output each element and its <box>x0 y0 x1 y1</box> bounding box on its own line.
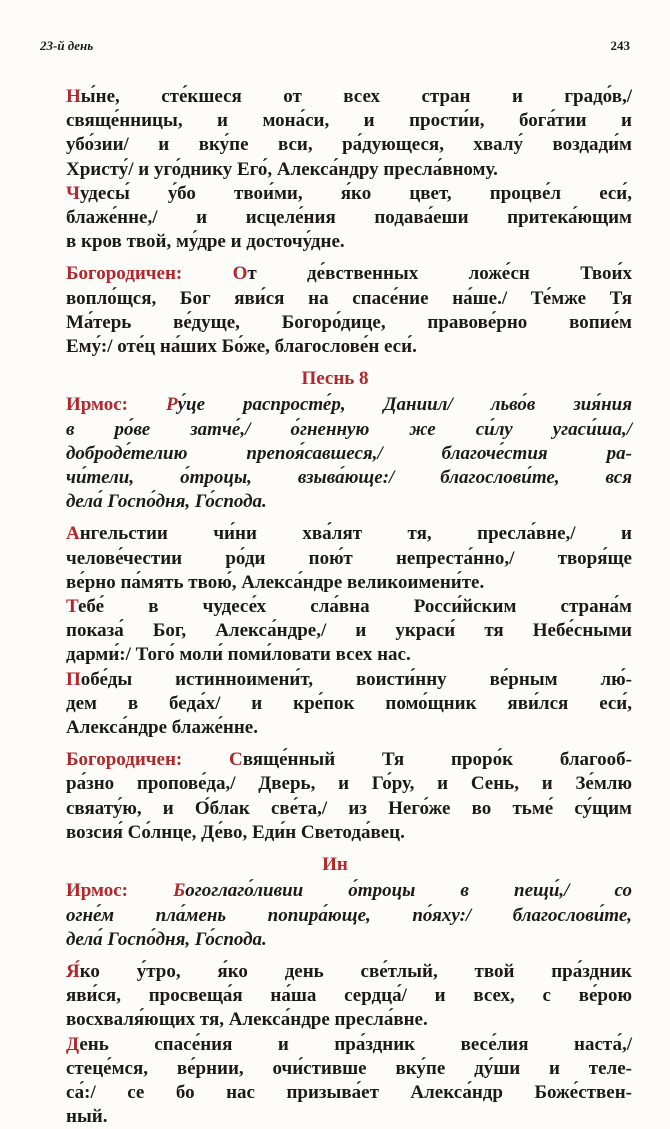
line-text: восхваля́ющих тя, Алекса́ндре пресла́вне. <box>66 1009 428 1031</box>
line-text: ве́рно па́мять твою́, Алекса́ндре великоимени́те. <box>66 571 485 593</box>
text-line <box>38 393 632 417</box>
text-line <box>38 1057 632 1081</box>
line-text: огоглаго́ливии о́троцы в пещи́,/ со <box>185 880 632 902</box>
page-number: 243 <box>610 38 630 53</box>
text-line <box>38 522 632 546</box>
red-initial: Р <box>165 394 178 416</box>
text-line <box>38 1081 632 1105</box>
text-line <box>38 230 632 254</box>
text-line <box>38 595 632 619</box>
line-text: са́:/ се бо нас призыва́ет Алекса́ндр Боже́ствен- <box>66 1081 632 1103</box>
line-text: дарми́:/ Того́ моли́ поми́ловати всех нас. <box>66 644 411 666</box>
line-text: Ма́терь ве́дуще, Богоро́дице, правове́рно вопие́м <box>66 311 632 333</box>
text-line <box>38 1033 632 1057</box>
text-line <box>38 311 632 335</box>
text-line <box>38 928 632 952</box>
theotokion-label: Богородичен: <box>66 263 183 285</box>
troparion-block <box>38 960 632 1033</box>
red-initial: Т <box>66 596 78 618</box>
theotokion-block <box>38 748 632 845</box>
line-text: челове́честии ро́ди пою́т непреста́нно,/ творя́ще <box>66 547 632 569</box>
text-line <box>38 85 632 109</box>
line-text: показа́ Бог, Алекса́ндре,/ и украси́ тя Небе́сными <box>66 620 632 642</box>
red-initial: С <box>229 749 243 771</box>
text-line <box>38 643 632 667</box>
troparion-block <box>38 182 632 255</box>
text-line <box>38 821 632 845</box>
text-line <box>38 442 632 466</box>
section-heading: Песнь 8 <box>301 368 369 390</box>
line-text: яви́ся, просвеща́я на́ша сердца́/ и всех, с ве́рою <box>66 985 632 1007</box>
line-text: дем в беда́х/ и кре́пок помо́щник яви́лся еси́, <box>66 692 632 714</box>
text-line <box>38 797 632 821</box>
line-text: ебе́ в чудесе́х сла́вна Росси́йским страна́м <box>77 596 632 618</box>
text-line <box>38 692 632 716</box>
red-initial: Б <box>173 880 186 902</box>
line-text: нгельстии чи́ни хва́лят тя, пресла́вне,/ и <box>79 523 632 545</box>
line-text: чи́тели, о́троцы, взыва́юще:/ благослови́те, вся <box>66 467 632 489</box>
line-text: Алекса́ндре блаже́нне. <box>66 717 258 739</box>
line-text: свяату́ю, и О́блак све́та,/ из Него́же во тьме́ су́щим <box>66 797 632 819</box>
line-text: возсия́ Со́лнце, Де́во, Еди́н Светода́вец. <box>66 821 405 843</box>
irmos-label: Ирмос: <box>66 394 129 416</box>
line-text: в кров твой, му́дре и досточу́дне. <box>66 231 345 253</box>
text-line <box>38 133 632 157</box>
text-line <box>38 772 632 796</box>
section-heading: Ин <box>322 854 348 876</box>
troparion-block <box>38 1033 632 1129</box>
text-line <box>38 287 632 311</box>
red-initial: Н <box>66 86 81 107</box>
irmos-label: Ирмос: <box>66 880 129 902</box>
text-line <box>38 158 632 182</box>
line-text: вяще́нный Тя проро́к благооб- <box>242 749 632 771</box>
text-line <box>38 335 632 359</box>
line-text: свяще́нницы, и мона́си, и прости́и, бога́тии и <box>66 110 632 132</box>
text-line <box>38 571 632 595</box>
text-line <box>38 109 632 133</box>
line-text: т де́вственных ложе́сн Твои́х <box>247 263 632 285</box>
line-text: стеце́мся, ве́рнии, очи́стивше вку́пе ду́ши и теле- <box>66 1057 632 1079</box>
line-text: вопло́щся, Бог яви́ся на спасе́ние на́ше./ Те́мже Тя <box>66 287 632 309</box>
line-text: удесы́ у́бо твои́ми, я́ко цвет, процве́л еси́, <box>79 182 632 204</box>
line-text: огне́м пла́мень попира́юще, по́яху:/ благослови́те, <box>66 904 632 926</box>
line-text: убо́зии/ и вку́пе вси, ра́дующеся, хвалу́ воздади́м <box>66 134 632 156</box>
line-text: ень спасе́ния и пра́здник весе́лия наста́,/ <box>79 1033 632 1055</box>
red-initial: Я <box>66 960 80 982</box>
line-text: блаже́нне,/ и исцеле́ния подава́еши притека́ющим <box>66 207 632 229</box>
text-line <box>38 466 632 490</box>
text-line <box>38 904 632 928</box>
line-text: дела́ Госпо́дня, Го́спода. <box>66 491 267 513</box>
theotokion-block <box>38 262 632 359</box>
text-line <box>38 262 632 286</box>
troparion-block <box>38 85 632 182</box>
text-line <box>38 716 632 740</box>
red-initial: Д <box>66 1033 80 1055</box>
troparion-block <box>38 668 632 741</box>
line-text: ́ко у́тро, я́ко день све́тлый, твой пра́здник <box>79 960 632 982</box>
line-text: ра́зно пропове́да,/ Дверь, и Го́ру, и Сень, и Зе́млю <box>66 773 632 795</box>
text-line <box>38 879 632 903</box>
line-text: ы́не, сте́кшеся от всех стран и градо́в,/ <box>80 86 632 107</box>
line-text: ный. <box>66 1106 108 1128</box>
troparion-block <box>38 522 632 595</box>
red-initial: П <box>66 668 81 690</box>
red-initial: А <box>66 523 80 545</box>
line-text: Ему́:/ оте́ц на́ших Бо́же, благослове́н еси́. <box>66 336 417 358</box>
text-line <box>38 748 632 772</box>
line-text: Христу́/ и уго́днику Его́, Алекса́ндру пресла́вному. <box>66 158 498 180</box>
running-head-day: 23-й день <box>40 38 94 53</box>
text-line <box>38 984 632 1008</box>
liturgical-text <box>38 85 632 1129</box>
line-text: у́це распросте́р, Даниил/ льво́в зия́ния <box>177 394 632 416</box>
red-initial: О <box>232 263 248 285</box>
line-text: обе́ды истинноимени́т, воисти́нну ве́рным лю́- <box>80 668 632 690</box>
line-text: в ро́ве затче́,/ о́гненную же си́лу угаси́ша,/ <box>66 418 632 440</box>
theotokion-label: Богородичен: <box>66 749 183 771</box>
irmos-block <box>38 879 632 952</box>
text-line <box>38 668 632 692</box>
text-line <box>38 490 632 514</box>
text-line <box>38 206 632 230</box>
text-line <box>38 547 632 571</box>
red-initial: Ч <box>66 182 80 204</box>
text-line <box>38 418 632 442</box>
line-text: доброде́телию препоя́савшеся,/ благоче́стия ра- <box>66 442 632 464</box>
text-line <box>38 182 632 206</box>
troparion-block <box>38 595 632 668</box>
line-text: дела́ Госпо́дня, Го́спода. <box>66 928 267 950</box>
text-line <box>38 1008 632 1032</box>
irmos-block <box>38 393 632 514</box>
text-line <box>38 1105 632 1129</box>
text-line <box>38 960 632 984</box>
text-line <box>38 619 632 643</box>
